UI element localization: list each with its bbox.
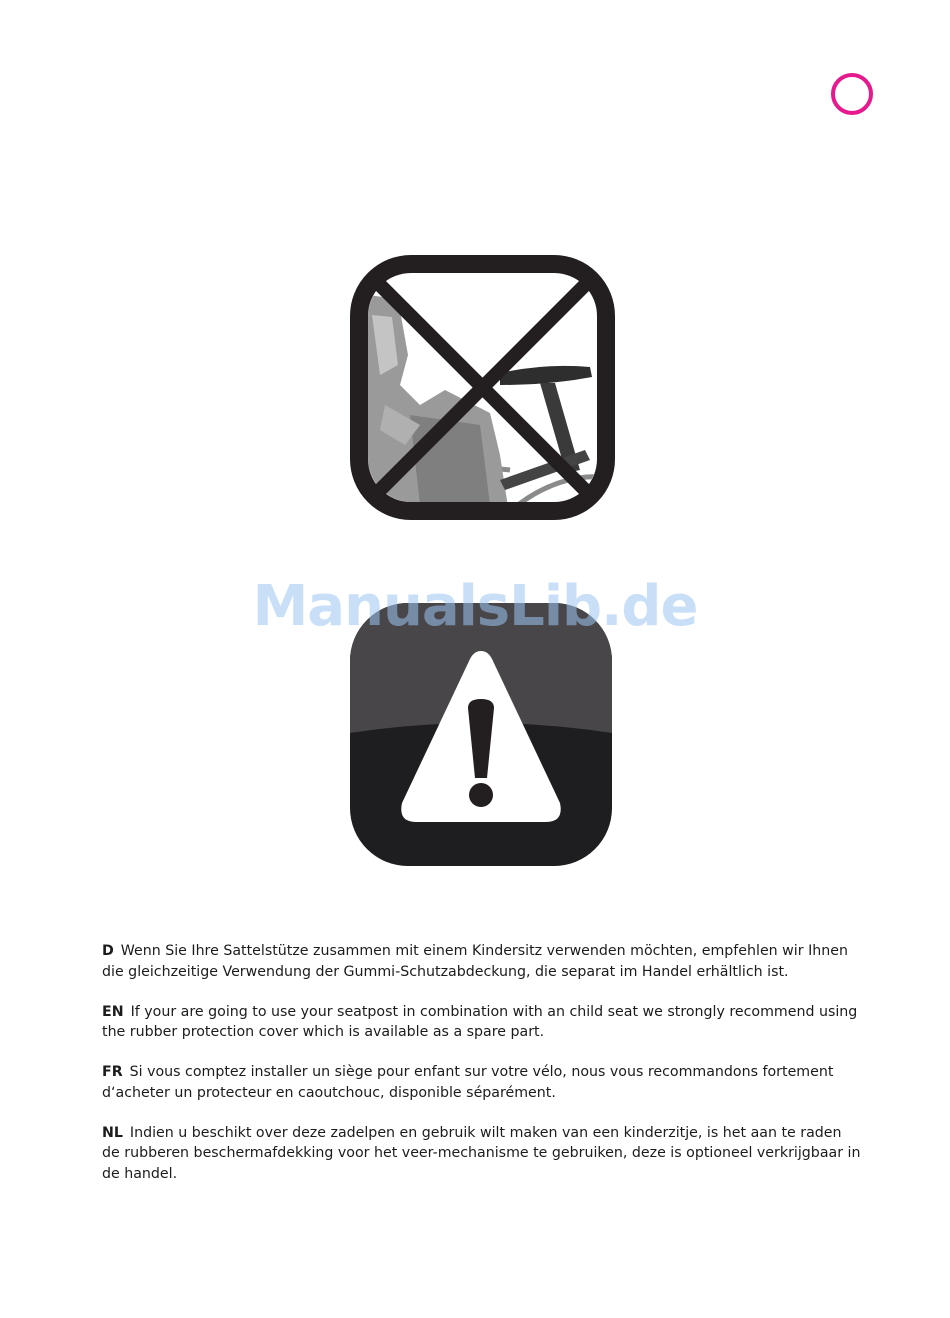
- note-de: [102, 941, 862, 982]
- note-text: Wenn Sie Ihre Sattelstütze zusammen mit einem Kindersitz verwenden möchten, empfehlen wir Ihnen die gleichzeitige Verwendung der Gummi-Schutzabdeckung, die separat im Handel erhältlich ist.: [102, 943, 848, 980]
- note-text: If your are going to use your seatpost in combination with an child seat we strongly recommend using the rubber protection cover which is available as a spare part.: [102, 1003, 858, 1040]
- note-en: [102, 1002, 862, 1043]
- language-code: NL: [102, 1124, 123, 1141]
- watermark: ManualsLib.de: [252, 574, 698, 639]
- note-text: Si vous comptez installer un siège pour enfant sur votre vélo, nous vous recommandons fortement d‘acheter un protecteur en caoutchouc, disponible séparément.: [102, 1064, 834, 1101]
- crossed-out-child-seat-icon: [350, 255, 615, 520]
- multilingual-notes: [102, 941, 862, 1204]
- language-code: D: [102, 943, 114, 959]
- warning-triangle-icon: [350, 603, 612, 866]
- exclamation-dot: [469, 783, 493, 807]
- language-code: EN: [102, 1003, 124, 1020]
- language-code: FR: [102, 1064, 123, 1080]
- note-text: Indien u beschikt over deze zadelpen en gebruik wilt maken van een kinderzitje, is het aan te raden de rubberen beschermafdekking voor het veer-mechanisme te gebruiken, deze is optioneel verkrijgbaar in de handel.: [102, 1124, 861, 1182]
- note-fr: [102, 1062, 862, 1103]
- note-nl: [102, 1123, 862, 1185]
- page-marker-circle: [831, 73, 873, 115]
